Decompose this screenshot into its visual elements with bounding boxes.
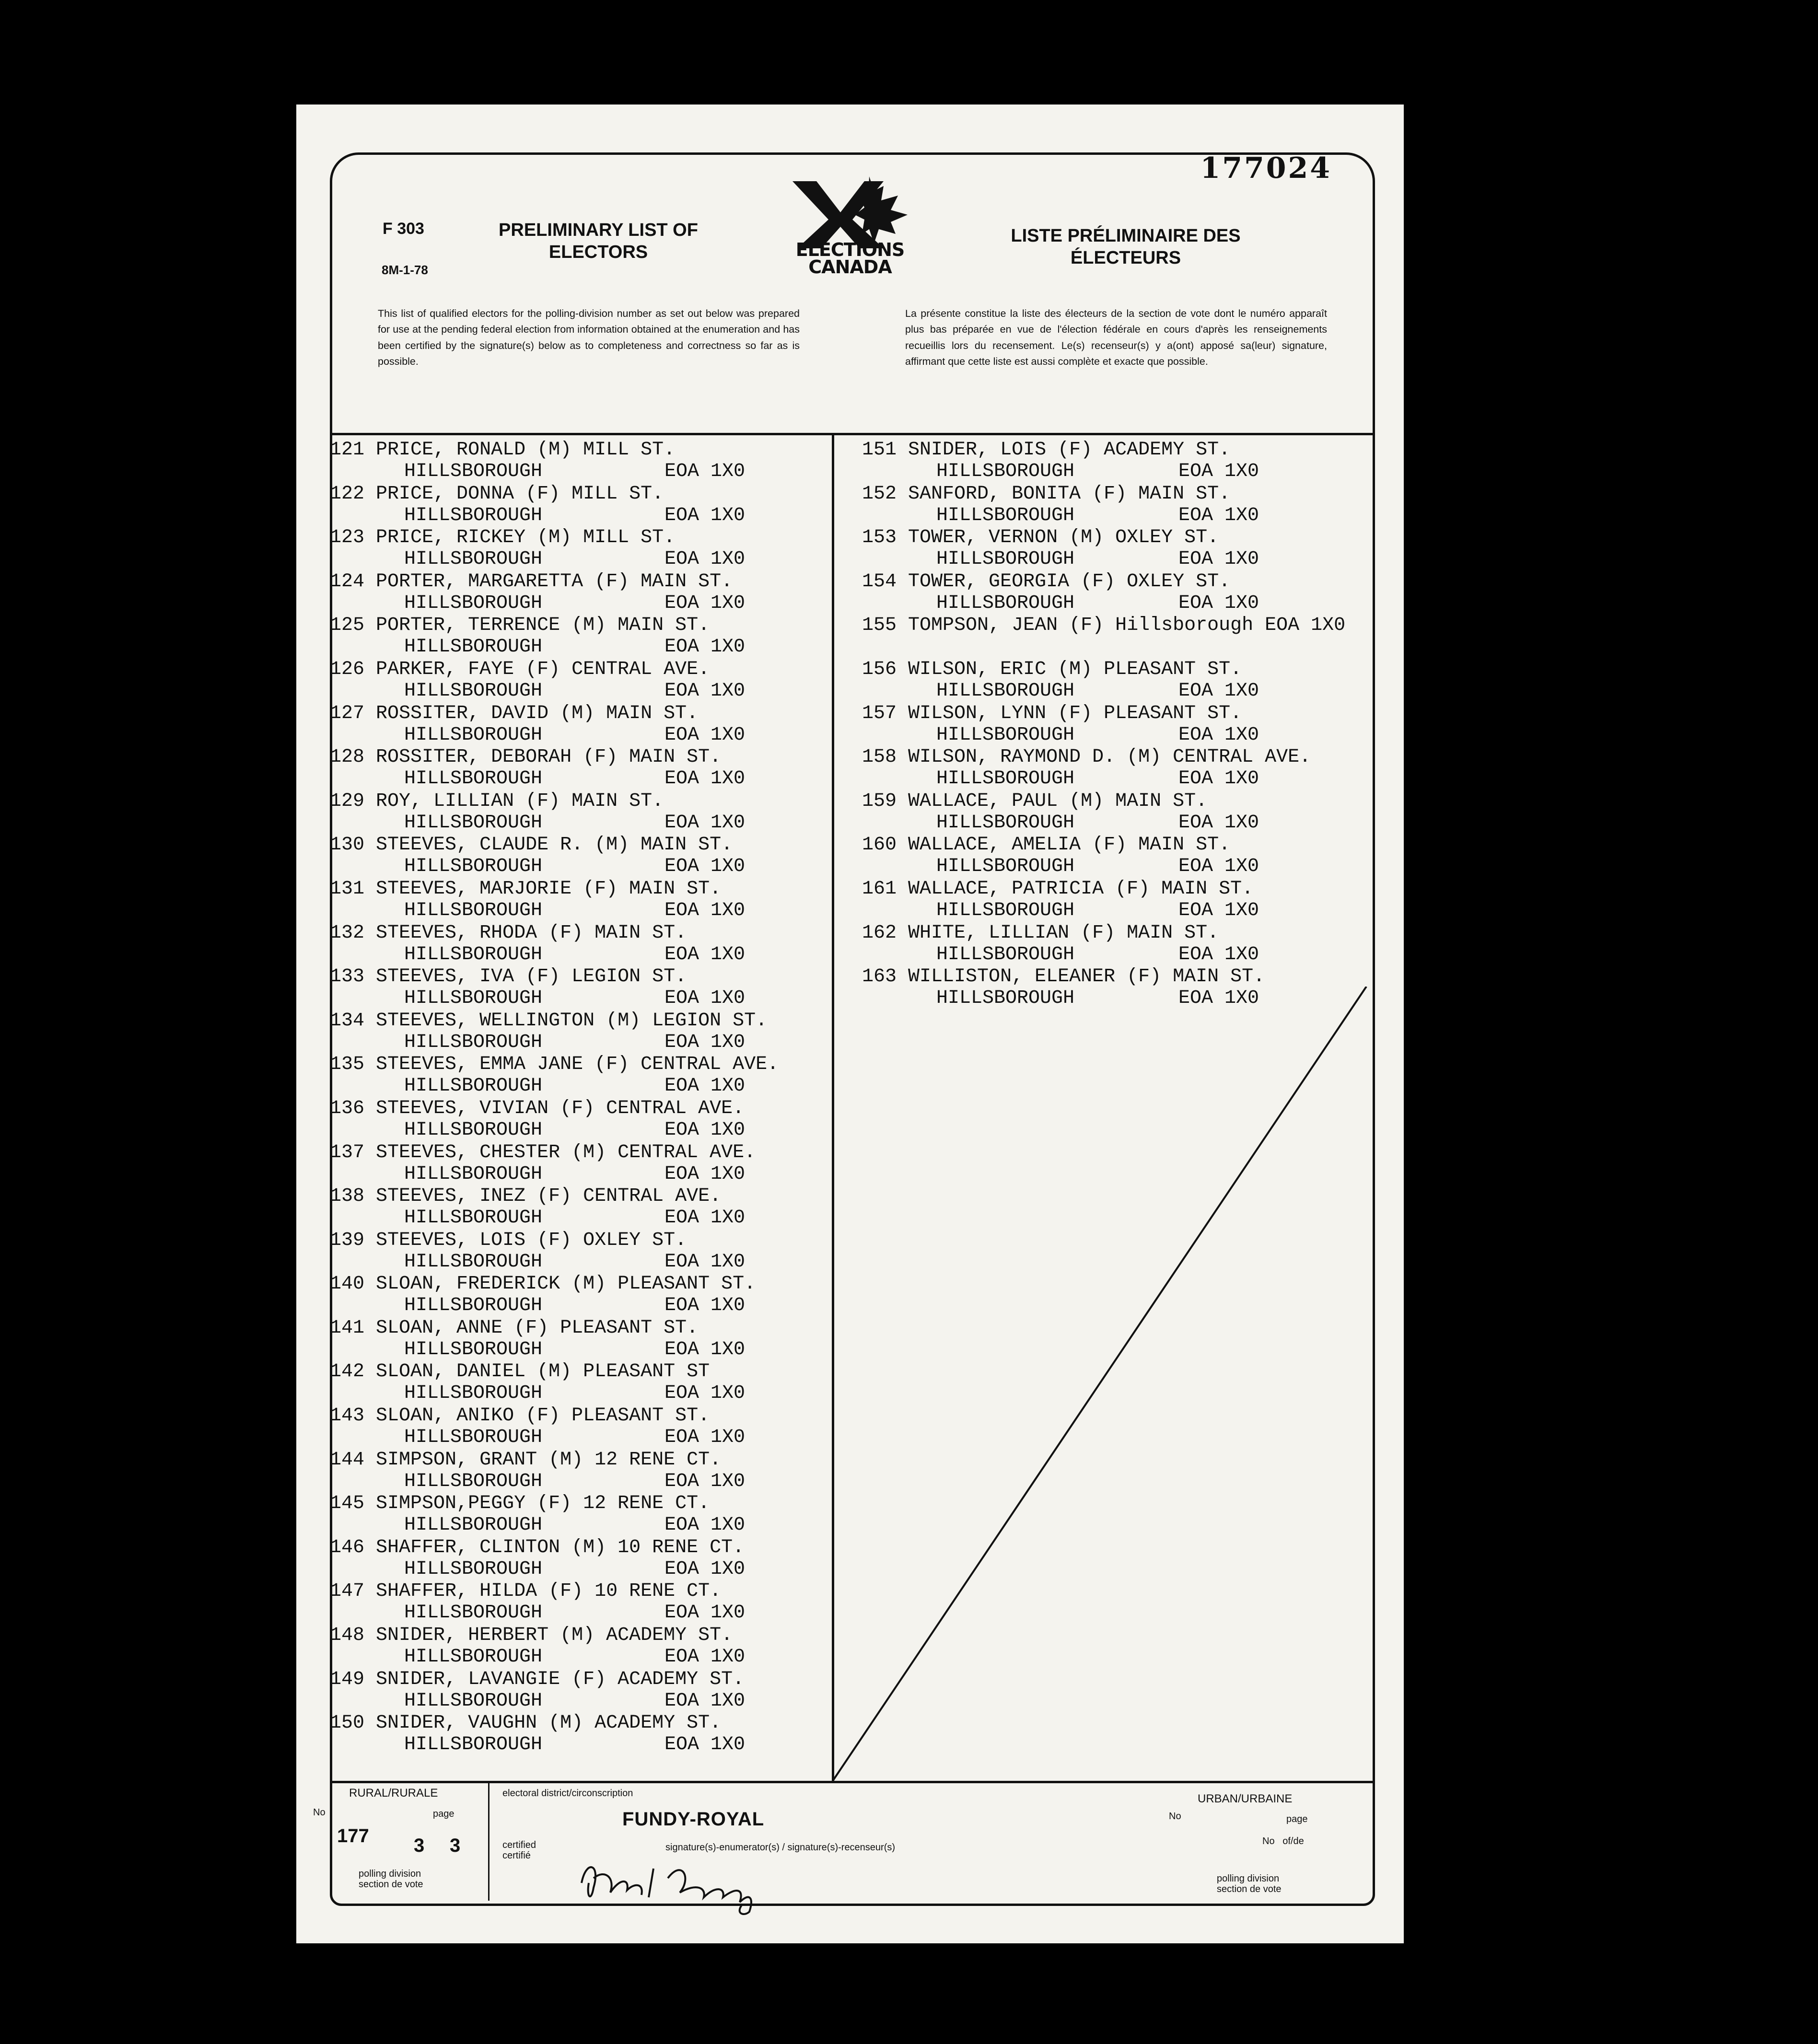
elector-postal-code: EOA 1X0: [664, 1734, 746, 1756]
elector-postal-code: EOA 1X0: [664, 1251, 746, 1273]
elector-postal-code: EOA 1X0: [664, 943, 746, 965]
elector-number: 126: [330, 658, 365, 680]
elector-name: WHITE, LILLIAN (F) MAIN ST.: [908, 922, 1219, 944]
elector-town: HILLSBOROUGH: [404, 943, 543, 965]
elector-number: 148: [330, 1625, 365, 1647]
elector-number: 149: [330, 1668, 365, 1690]
elector-number-name: [330, 1010, 767, 1032]
elector-town: HILLSBOROUGH: [404, 724, 543, 746]
elector-postal-code: EOA 1X0: [1178, 856, 1259, 878]
elector-number: 128: [330, 746, 365, 768]
elector-number: 127: [330, 702, 365, 724]
polling-division-number: 177: [337, 1825, 369, 1847]
elections-canada-logo: [788, 176, 912, 287]
elector-name: PARKER, FAYE (F) CENTRAL AVE.: [376, 658, 710, 680]
elector-number: 147: [330, 1580, 365, 1603]
elector-name: PRICE, RONALD (M) MILL ST.: [376, 439, 676, 461]
elector-name: TOWER, GEORGIA (F) OXLEY ST.: [908, 570, 1231, 592]
elector-number: 138: [330, 1185, 365, 1208]
elector-town: HILLSBOROUGH: [404, 1427, 543, 1449]
elector-postal-code: EOA 1X0: [664, 1295, 746, 1317]
elector-number: 124: [330, 570, 365, 592]
elector-number-name: [862, 922, 1219, 944]
elector-number-name: [330, 1669, 744, 1690]
elector-town: HILLSBOROUGH: [404, 1514, 543, 1536]
elector-postal-code: EOA 1X0: [664, 592, 746, 614]
elector-town: HILLSBOROUGH: [404, 1602, 543, 1624]
elector-number-name: [330, 1712, 721, 1734]
elector-town: HILLSBOROUGH: [404, 899, 543, 921]
elector-number-name: [330, 834, 733, 856]
elector-town: HILLSBOROUGH: [936, 504, 1075, 526]
elector-name: WILSON, RAYMOND D. (M) CENTRAL AVE.: [908, 746, 1311, 768]
elector-town: HILLSBOROUGH: [404, 856, 543, 878]
elector-town: HILLSBOROUGH: [404, 592, 543, 614]
elector-postal-code: EOA 1X0: [1178, 987, 1259, 1010]
elector-postal-code: EOA 1X0: [664, 1602, 746, 1624]
void-diagonal-line: [832, 987, 1369, 1782]
elector-name: SNIDER, LOIS (F) ACADEMY ST.: [908, 439, 1231, 461]
rural-no-label: No: [313, 1807, 326, 1818]
serial-number: 177024: [1200, 151, 1332, 185]
urban-page-label: page: [1286, 1814, 1308, 1824]
elector-number-name: [330, 1405, 710, 1427]
elector-number: 125: [330, 615, 365, 637]
elector-town: HILLSBOROUGH: [404, 1734, 543, 1756]
elector-postal-code: EOA 1X0: [664, 1514, 746, 1536]
elector-number: 162: [862, 922, 897, 944]
elector-number: 133: [330, 966, 365, 988]
elector-name: SLOAN, FREDERICK (M) PLEASANT ST.: [376, 1273, 756, 1295]
elector-number: 121: [330, 439, 365, 461]
elector-number-name: [862, 966, 1265, 987]
elector-name: STEEVES, VIVIAN (F) CENTRAL AVE.: [376, 1097, 745, 1119]
urban-no-label: No: [1169, 1811, 1181, 1822]
elector-number-name: [330, 922, 687, 944]
elector-name: SNIDER, HERBERT (M) ACADEMY ST.: [376, 1625, 733, 1647]
elector-number-name: [330, 571, 733, 592]
elector-town: HILLSBOROUGH: [404, 1558, 543, 1580]
polling-division-label: polling division section de vote: [359, 1869, 423, 1890]
elector-name: SIMPSON,PEGGY (F) 12 RENE CT.: [376, 1493, 710, 1515]
elector-name: PRICE, DONNA (F) MILL ST.: [376, 483, 664, 505]
elector-name: PRICE, RICKEY (M) MILL ST.: [376, 527, 676, 549]
elector-number-name: [862, 615, 1345, 636]
elector-postal-code: EOA 1X0: [664, 680, 746, 702]
elector-number: 135: [330, 1054, 365, 1076]
elector-town: HILLSBOROUGH: [404, 987, 543, 1010]
urban-no-of-label: No of/de: [1262, 1836, 1304, 1847]
elector-number: 154: [862, 570, 897, 592]
elector-postal-code: EOA 1X0: [1178, 768, 1259, 790]
elector-name: SHAFFER, CLINTON (M) 10 RENE CT.: [376, 1536, 745, 1558]
elector-name: ROSSITER, DEBORAH (F) MAIN ST.: [376, 746, 722, 768]
elector-town: HILLSBOROUGH: [404, 504, 543, 526]
elector-name: WALLACE, AMELIA (F) MAIN ST.: [908, 834, 1231, 856]
elector-name: STEEVES, WELLINGTON (M) LEGION ST.: [376, 1010, 768, 1032]
elector-number-name: [330, 790, 664, 812]
elector-town: HILLSBOROUGH: [404, 1338, 543, 1360]
elector-town: HILLSBOROUGH: [404, 1251, 543, 1273]
urban-label: URBAN/URBAINE: [1198, 1792, 1293, 1805]
elector-number: 153: [862, 527, 897, 549]
elector-number-name: [862, 439, 1230, 461]
header-divider: [332, 433, 1373, 435]
elector-name: STEEVES, LOIS (F) OXLEY ST.: [376, 1229, 687, 1251]
elector-town: HILLSBOROUGH: [404, 1690, 543, 1712]
elector-name: STEEVES, INEZ (F) CENTRAL AVE.: [376, 1185, 722, 1208]
elector-postal-code: EOA 1X0: [664, 1031, 746, 1053]
elector-town: HILLSBOROUGH: [936, 987, 1075, 1010]
elector-name: SANFORD, BONITA (F) MAIN ST.: [908, 483, 1231, 505]
elector-name: SNIDER, LAVANGIE (F) ACADEMY ST.: [376, 1668, 745, 1690]
elector-town: HILLSBOROUGH: [404, 461, 543, 482]
elector-number-name: [330, 878, 721, 900]
elector-number: 151: [862, 439, 897, 461]
elector-name: TOMPSON, JEAN (F) Hillsborough EOA 1X0: [908, 615, 1346, 637]
elector-number: 146: [330, 1536, 365, 1558]
rural-label: RURAL/RURALE: [349, 1787, 438, 1800]
elector-town: HILLSBOROUGH: [404, 1163, 543, 1185]
elector-name: WALLACE, PATRICIA (F) MAIN ST.: [908, 878, 1254, 900]
elector-postal-code: EOA 1X0: [1178, 943, 1259, 965]
elector-town: HILLSBOROUGH: [404, 636, 543, 658]
form-date: 8M-1-78: [382, 263, 428, 277]
elector-postal-code: EOA 1X0: [664, 812, 746, 834]
elector-town: HILLSBOROUGH: [404, 812, 543, 834]
elector-number: 156: [862, 658, 897, 680]
elector-town: HILLSBOROUGH: [936, 724, 1075, 746]
elector-number-name: [330, 1580, 721, 1602]
elector-postal-code: EOA 1X0: [664, 1207, 746, 1229]
handwritten-signature: [572, 1849, 812, 1916]
electoral-district: FUNDY-ROYAL: [622, 1809, 765, 1830]
elector-name: STEEVES, MARJORIE (F) MAIN ST.: [376, 878, 722, 900]
elector-number: 131: [330, 878, 365, 900]
elector-number-name: [862, 483, 1230, 505]
elector-town: HILLSBOROUGH: [404, 1295, 543, 1317]
elector-number-name: [862, 527, 1219, 548]
elector-name: WALLACE, PAUL (M) MAIN ST.: [908, 790, 1208, 812]
elector-postal-code: EOA 1X0: [664, 856, 746, 878]
elector-number-name: [330, 527, 675, 548]
elector-postal-code: EOA 1X0: [664, 768, 746, 790]
elector-number: 139: [330, 1229, 365, 1251]
elector-name: TOWER, VERNON (M) OXLEY ST.: [908, 527, 1219, 549]
elector-town: HILLSBOROUGH: [936, 768, 1075, 790]
elector-postal-code: EOA 1X0: [664, 1075, 746, 1097]
elector-number: 122: [330, 483, 365, 505]
elector-name: PORTER, TERRENCE (M) MAIN ST.: [376, 615, 710, 637]
document-sheet: [296, 105, 1404, 1943]
elector-number: 145: [330, 1493, 365, 1515]
elector-number-name: [330, 1273, 756, 1295]
elector-name: STEEVES, IVA (F) LEGION ST.: [376, 966, 687, 988]
elector-number-name: [330, 1493, 710, 1514]
title-french: LISTE PRÉLIMINAIRE DES ÉLECTEURS: [1011, 226, 1241, 268]
elector-number: 142: [330, 1361, 365, 1383]
elector-postal-code: EOA 1X0: [664, 636, 746, 658]
elector-number: 158: [862, 746, 897, 768]
elector-number-name: [330, 1098, 744, 1119]
elector-number: 150: [330, 1712, 365, 1734]
elector-postal-code: EOA 1X0: [1178, 680, 1259, 702]
elector-name: WILLISTON, ELEANER (F) MAIN ST.: [908, 966, 1265, 988]
elector-name: STEEVES, CHESTER (M) CENTRAL AVE.: [376, 1141, 756, 1163]
elector-number-name: [330, 659, 710, 680]
elector-name: STEEVES, CLAUDE R. (M) MAIN ST.: [376, 834, 733, 856]
elector-name: SLOAN, ANNE (F) PLEASANT ST.: [376, 1317, 699, 1339]
elector-town: HILLSBOROUGH: [404, 1382, 543, 1405]
elector-number: 144: [330, 1449, 365, 1471]
elector-number-name: [862, 746, 1311, 768]
elector-town: HILLSBOROUGH: [404, 1075, 543, 1097]
elector-name: SHAFFER, HILDA (F) 10 RENE CT.: [376, 1580, 722, 1603]
elector-postal-code: EOA 1X0: [664, 1119, 746, 1141]
page-number: 3: [414, 1835, 425, 1856]
title-english: PRELIMINARY LIST OF ELECTORS: [499, 220, 698, 262]
x-maple-leaf-icon: [788, 176, 912, 248]
elector-name: ROSSITER, DAVID (M) MAIN ST.: [376, 702, 699, 724]
elector-number-name: [330, 1230, 687, 1251]
elector-number: 140: [330, 1273, 365, 1295]
elector-postal-code: EOA 1X0: [664, 504, 746, 526]
elector-number-name: [330, 1449, 721, 1471]
elector-postal-code: EOA 1X0: [664, 1382, 746, 1405]
elector-number-name: [862, 659, 1242, 680]
elector-name: SIMPSON, GRANT (M) 12 RENE CT.: [376, 1449, 722, 1471]
elector-number: 130: [330, 834, 365, 856]
logo-text-canada: CANADA: [808, 256, 892, 278]
elector-postal-code: EOA 1X0: [664, 1427, 746, 1449]
elector-number-name: [330, 1361, 710, 1382]
elector-number-name: [330, 439, 675, 461]
elector-postal-code: EOA 1X0: [664, 1338, 746, 1360]
elector-number-name: [330, 1317, 698, 1339]
elector-number: 134: [330, 1010, 365, 1032]
elector-name: ROY, LILLIAN (F) MAIN ST.: [376, 790, 664, 812]
elector-name: STEEVES, RHODA (F) MAIN ST.: [376, 922, 687, 944]
elector-number-name: [862, 571, 1230, 592]
elector-number-name: [330, 1185, 721, 1207]
elector-number: 141: [330, 1317, 365, 1339]
elector-name: SNIDER, VAUGHN (M) ACADEMY ST.: [376, 1712, 722, 1734]
elector-number: 163: [862, 966, 897, 988]
rural-page-label: page: [433, 1809, 454, 1819]
elector-name: STEEVES, EMMA JANE (F) CENTRAL AVE.: [376, 1054, 779, 1076]
elector-number: 136: [330, 1097, 365, 1119]
logo-text-elections: ELECTIONS: [795, 239, 905, 260]
elector-number-name: [330, 1142, 756, 1163]
elector-postal-code: EOA 1X0: [664, 724, 746, 746]
elector-postal-code: EOA 1X0: [664, 1470, 746, 1492]
elector-postal-code: EOA 1X0: [1178, 504, 1259, 526]
elector-name: WILSON, LYNN (F) PLEASANT ST.: [908, 702, 1242, 724]
elector-number: 123: [330, 527, 365, 549]
elector-postal-code: EOA 1X0: [1178, 899, 1259, 921]
elector-town: HILLSBOROUGH: [936, 461, 1075, 482]
elector-number: 137: [330, 1141, 365, 1163]
intro-text-english: This list of qualified electors for the polling-division number as set out below was prepared for use at the pending federal election from information obtained at the enumeration and has been certified by the signature(s) below as to completeness and correctness so far as is possible.: [378, 308, 800, 367]
electoral-district-label: electoral district/circonscription: [502, 1788, 633, 1799]
elector-number-name: [330, 615, 710, 636]
elector-postal-code: EOA 1X0: [1178, 592, 1259, 614]
elector-number: 132: [330, 922, 365, 944]
elector-number-name: [862, 703, 1242, 724]
elector-postal-code: EOA 1X0: [1178, 548, 1259, 570]
elector-town: HILLSBOROUGH: [404, 1470, 543, 1492]
page-of-number: 3: [450, 1835, 461, 1856]
elector-postal-code: EOA 1X0: [664, 461, 746, 482]
elector-postal-code: EOA 1X0: [664, 1690, 746, 1712]
elector-number: 160: [862, 834, 897, 856]
elector-town: HILLSBOROUGH: [404, 1207, 543, 1229]
elector-town: HILLSBOROUGH: [936, 592, 1075, 614]
elector-number: 155: [862, 615, 897, 637]
elector-postal-code: EOA 1X0: [664, 1558, 746, 1580]
elector-town: HILLSBOROUGH: [404, 1031, 543, 1053]
signature-label: signature(s)-enumerator(s) / signature(s)-recenseur(s): [665, 1842, 896, 1853]
elector-number-name: [330, 1625, 733, 1646]
elector-number-name: [330, 483, 664, 505]
elector-town: HILLSBOROUGH: [404, 1646, 543, 1668]
elector-town: HILLSBOROUGH: [404, 680, 543, 702]
elector-number: 159: [862, 790, 897, 812]
elector-name: SLOAN, DANIEL (M) PLEASANT ST: [376, 1361, 710, 1383]
elector-town: HILLSBOROUGH: [404, 548, 543, 570]
elector-town: HILLSBOROUGH: [936, 899, 1075, 921]
elector-number: 157: [862, 702, 897, 724]
elector-town: HILLSBOROUGH: [936, 856, 1075, 878]
elector-number: 143: [330, 1405, 365, 1427]
certified-label: certified certifié: [502, 1840, 536, 1861]
elector-name: PORTER, MARGARETTA (F) MAIN ST.: [376, 570, 733, 592]
elector-postal-code: EOA 1X0: [664, 548, 746, 570]
elector-number-name: [330, 1054, 779, 1075]
elector-town: HILLSBOROUGH: [936, 548, 1075, 570]
elector-name: WILSON, ERIC (M) PLEASANT ST.: [908, 658, 1242, 680]
elector-number-name: [330, 966, 687, 987]
elector-number-name: [862, 878, 1253, 900]
elector-postal-code: EOA 1X0: [1178, 724, 1259, 746]
elector-postal-code: EOA 1X0: [664, 1646, 746, 1668]
elector-town: HILLSBOROUGH: [936, 812, 1075, 834]
elector-number: 129: [330, 790, 365, 812]
elector-number: 161: [862, 878, 897, 900]
elector-number-name: [862, 790, 1207, 812]
elector-name: SLOAN, ANIKO (F) PLEASANT ST.: [376, 1405, 710, 1427]
elector-number-name: [330, 703, 698, 724]
elector-number-name: [330, 1537, 744, 1558]
elector-number-name: [862, 834, 1230, 856]
elector-town: HILLSBOROUGH: [936, 943, 1075, 965]
elector-town: HILLSBOROUGH: [404, 768, 543, 790]
elector-number-name: [330, 746, 721, 768]
intro-text-french: La présente constitue la liste des électeurs de la section de vote dont le numéro apparaît plus bas préparée en vue de l'élection fédérale en cours d'après les renseignements recueillis lors du recensement. Le(s) recenseur(s) y a(ont) apposé sa(leur) signature, affirmant que cette liste est aussi complète et exacte que possible.: [905, 308, 1327, 367]
elector-postal-code: EOA 1X0: [1178, 812, 1259, 834]
elector-town: HILLSBOROUGH: [404, 1119, 543, 1141]
form-number: F 303: [383, 220, 424, 238]
elector-town: HILLSBOROUGH: [936, 680, 1075, 702]
elector-postal-code: EOA 1X0: [664, 987, 746, 1010]
urban-polling-division-label: polling division section de vote: [1217, 1873, 1282, 1894]
elector-postal-code: EOA 1X0: [664, 1163, 746, 1185]
elector-postal-code: EOA 1X0: [1178, 461, 1259, 482]
elector-postal-code: EOA 1X0: [664, 899, 746, 921]
elector-number: 152: [862, 483, 897, 505]
